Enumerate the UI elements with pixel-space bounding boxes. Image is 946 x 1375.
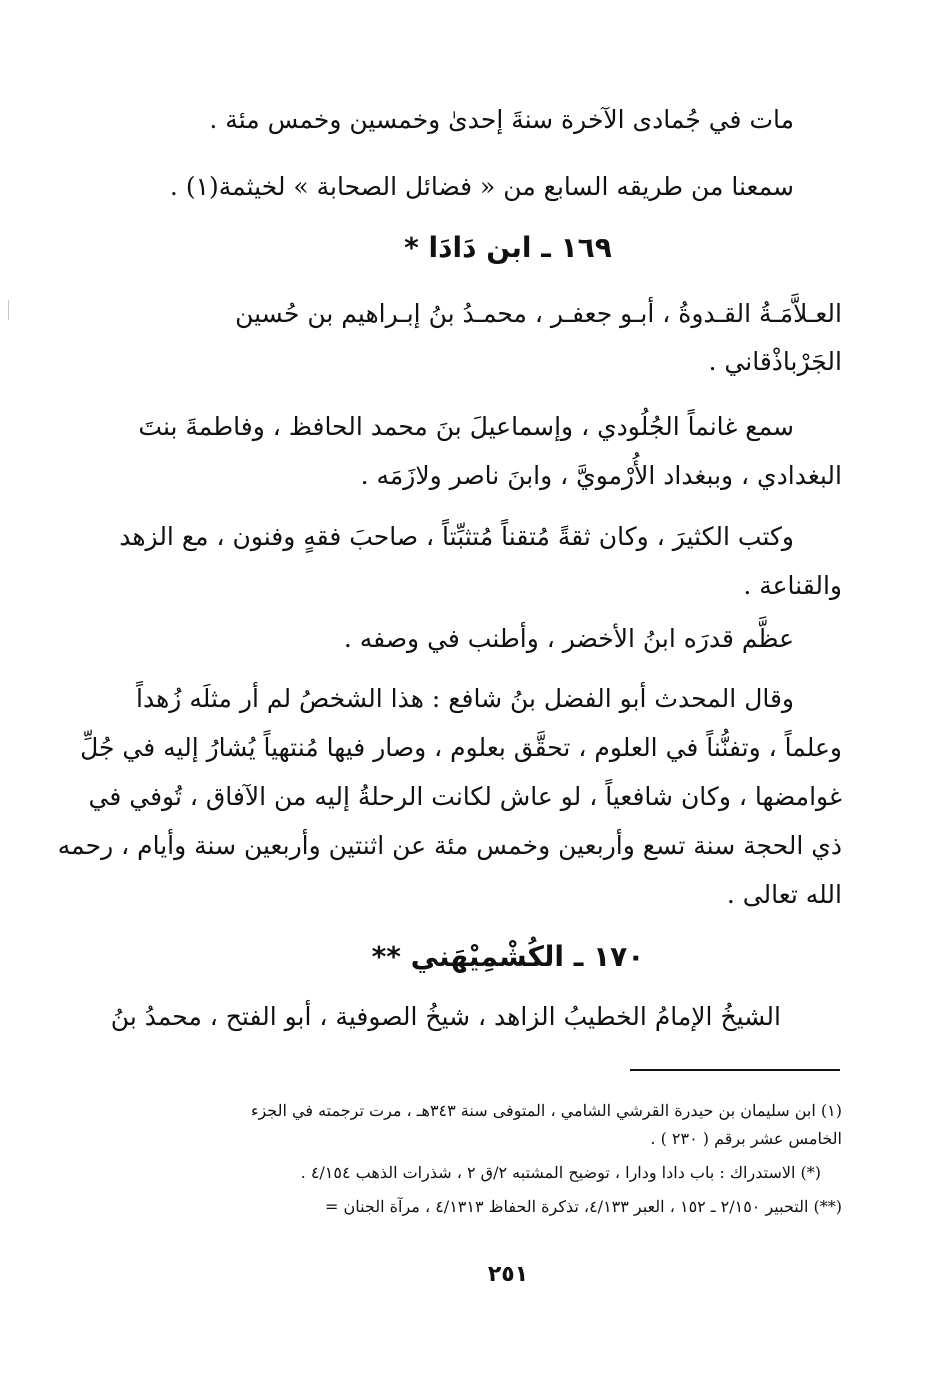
body-line: وكتب الكثيرَ ، وكان ثقةً مُتقناً مُتثبِّتاً ، صاحبَ فقهٍ وفنون ، مع الزهد — [119, 522, 794, 551]
footnote-line: (**) التحبير ٢/١٥٠ ـ ١٥٢ ، العبر ٤/١٣٣، تذكرة الحفاظ ٤/١٣١٣ ، مرآة الجنان = — [324, 1197, 842, 1216]
body-line: الجَرْباذْقاني . — [708, 347, 842, 376]
body-line: مات في جُمادى الآخرة سنةَ إحدىٰ وخمسين وخمس مئة . — [209, 105, 794, 134]
page-number: ٢٥١ — [487, 1262, 529, 1287]
body-line: البغدادي ، وببغداد الأُرْمويَّ ، وابنَ ناصر ولازَمَه . — [360, 461, 842, 490]
body-line: عظَّم قدرَه ابنُ الأخضر ، وأطنب في وصفه . — [343, 624, 794, 653]
entry-heading-170: ١٧٠ ـ الكُشْمِيْهَني ** — [371, 940, 645, 973]
body-line: سمعنا من طريقه السابع من « فضائل الصحابة » لخيثمة(١) . — [169, 172, 794, 201]
footnote-line: (*) الاستدراك : باب دادا ودارا ، توضيح المشتبه ٢/ق ٢ ، شذرات الذهب ٤/١٥٤ . — [300, 1163, 821, 1182]
body-line: الشيخُ الإمامُ الخطيبُ الزاهد ، شيخُ الصوفية ، أبو الفتح ، محمدُ بنُ — [110, 1002, 781, 1031]
body-line: والقناعة . — [743, 571, 842, 600]
body-line: العـلاَّمَـةُ القـدوةُ ، أبـو جعفـر ، محمـدُ بنُ إبـراهيم بن حُسين — [235, 299, 842, 328]
scan-edge-mark — [8, 300, 9, 320]
body-line: الله تعالى . — [726, 880, 842, 909]
body-line: وقال المحدث أبو الفضل بنُ شافع : هذا الشخصُ لم أر مثلَه زُهداً — [136, 684, 794, 713]
body-line: ذي الحجة سنة تسع وأربعين وخمس مئة عن اثنتين وأربعين سنة وأيام ، رحمه — [57, 831, 842, 860]
footnote-line: (١) ابن سليمان بن حيدرة القرشي الشامي ، المتوفى سنة ٣٤٣هـ ، مرت ترجمته في الجزء — [250, 1101, 842, 1120]
entry-heading-169: ١٦٩ ـ ابن دَادَا * — [404, 231, 612, 264]
body-line: سمع غانماً الجُلُودي ، وإسماعيلَ بنَ محمد الحافظ ، وفاطمةَ بنتَ — [138, 412, 794, 441]
footnote-line: الخامس عشر برقم ( ٢٣٠ ) . — [650, 1129, 842, 1148]
body-line: غوامضها ، وكان شافعياً ، لو عاش لكانت الرحلةُ إليه من الآفاق ، تُوفي في — [88, 782, 842, 811]
footnote-rule — [630, 1069, 840, 1071]
body-line: وعلماً ، وتفنُّناً في العلوم ، تحقَّق بعلوم ، وصار فيها مُنتهياً يُشارُ إليه في جُلِّ — [80, 733, 842, 762]
